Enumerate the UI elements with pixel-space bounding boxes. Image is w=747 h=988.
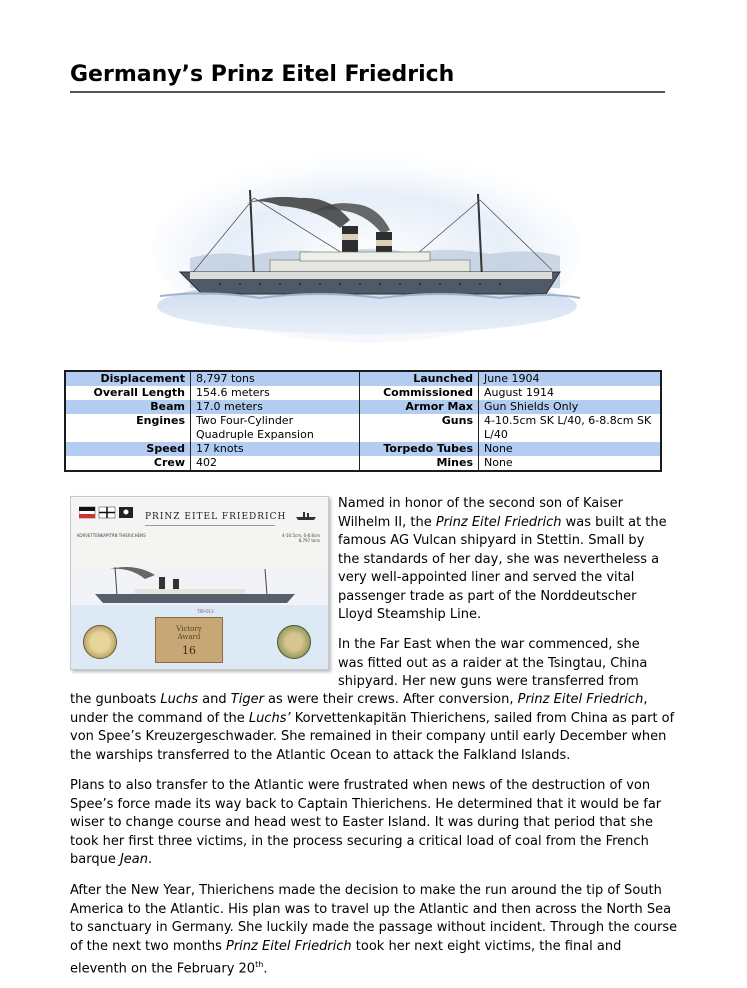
text-run: took her next eight victims, the final and eleventh on the February 20	[70, 938, 622, 977]
spec-value: 17.0 meters	[191, 400, 360, 414]
table-row	[66, 400, 660, 414]
ship-name-italic: Luchs’	[248, 710, 291, 726]
spec-value: 4-10.5cm SK L/40, 6-8.8cm SK L/40	[479, 414, 661, 442]
table-row	[66, 442, 660, 456]
text-run: In the Far East when the war commenced, she was fitted out as a raider at the Tsingtau, China shipyard. Her new guns were transferred from	[338, 637, 648, 689]
spec-label: Speed	[66, 442, 191, 456]
spec-value: None	[479, 456, 661, 470]
spec-label: Crew	[153, 456, 185, 469]
specifications-table	[64, 370, 662, 472]
card-stat-tons: 8,797 tons	[298, 538, 320, 543]
game-card-image	[70, 496, 329, 670]
spec-value: 154.6 meters	[191, 386, 360, 400]
spec-label: Armor Max	[360, 400, 479, 414]
ship-name-italic: Tiger	[230, 692, 264, 707]
flags-icon	[79, 505, 139, 527]
text-run: , under the command of the	[70, 692, 648, 726]
table-row	[66, 372, 660, 386]
card-ship-illustration	[85, 561, 315, 609]
text-run: Named in honor of the second son of Kaiser Wilhelm II, the	[338, 496, 623, 530]
ship-illustration	[150, 138, 585, 343]
ship-silhouette-icon	[294, 507, 318, 521]
text-run: Plans to also transfer to the Atlantic were frustrated when news of the destruction of von Spee’s force made its way back to Captain Thierichens. He determined that it would be far wiser to change course and head west to Easter Island. It was during that period that she took her first three victims, in the process securing a critical load of coal from the French barque	[70, 778, 662, 867]
text-run: Korvettenkapitän Thierichens, sailed from China as part of von Spee’s Kreuzergeschwader. She remained in their company until early December when the warships transferred to the Atlantic Ocean to attack the Falkland Islands.	[70, 710, 675, 763]
page-title: Germany’s Prinz Eitel Friedrich	[70, 62, 665, 93]
award-label-1: Victory	[176, 625, 202, 633]
text-run: .	[263, 961, 268, 977]
table-row	[66, 386, 660, 400]
paragraph-intro	[338, 495, 668, 625]
text-run: as were their crews. After conversion,	[263, 692, 518, 707]
card-stat-guns: 4-10.5cm, 6-8.8cm	[282, 533, 320, 538]
card-id: TRP-013	[197, 609, 214, 614]
card-ship-name: PRINZ EITEL FRIEDRICH	[145, 512, 287, 522]
ship-name-italic: Jean	[119, 852, 149, 867]
award-label-2: Award	[177, 633, 201, 641]
victory-award-plaque	[155, 617, 223, 663]
spec-label: Displacement	[66, 372, 191, 386]
ship-name-italic: Prinz Eitel Friedrich	[517, 692, 644, 707]
spec-value: 17 knots	[191, 442, 360, 456]
text-run: was built at the famous AG Vulcan shipyard in Stettin. Small by the standards of her day, she was nevertheless a very well-appointed liner and served the vital passenger trade as part of the Norddeutscher Lloyd Steamship Line.	[338, 514, 667, 622]
ship-name-italic: Prinz Eitel Friedrich	[435, 514, 562, 530]
table-row	[66, 456, 660, 470]
spec-label: Beam	[66, 400, 191, 414]
spec-value: August 1914	[479, 386, 661, 400]
paragraph-atlantic-plans	[70, 777, 680, 870]
spec-value: June 1904	[479, 372, 661, 386]
award-value: 16	[182, 644, 196, 657]
spec-label: Torpedo Tubes	[360, 442, 479, 456]
text-run: .	[148, 852, 153, 867]
ordinal-superscript: th	[255, 960, 264, 969]
card-subtitle: KORVETTENKAPITÄN THIERICHENS	[77, 533, 146, 538]
paragraph-far-east	[338, 636, 668, 692]
spec-label: Guns	[360, 414, 479, 442]
spec-label: Engines	[136, 414, 185, 427]
table-row	[66, 414, 660, 442]
text-run: After the New Year, Thierichens made the decision to make the run around the tip of South America to the Atlantic. His plan was to travel up the Atlantic and then across the North Sea to sanctuary in Germany. She luckily made the passage without incident. Through the course of the next two months	[70, 883, 678, 954]
card-stats	[282, 533, 320, 543]
spec-label: Overall Length	[93, 386, 185, 399]
anti-air-medal-icon	[83, 625, 117, 659]
spec-value: 8,797 tons	[191, 372, 360, 386]
spec-value: 402	[191, 456, 360, 470]
card-divider	[145, 525, 275, 526]
paragraph-new-year	[70, 882, 680, 979]
spec-value: Two Four-Cylinder Quadruple Expansion	[191, 414, 360, 442]
paragraph-far-east-continued	[70, 691, 680, 765]
ship-name-italic: Prinz Eitel Friedrich	[225, 938, 352, 954]
text-run: and	[198, 692, 231, 707]
spec-label: Mines	[360, 456, 479, 470]
text-run: the gunboats	[70, 692, 161, 707]
defense-medal-icon	[277, 625, 311, 659]
spec-label: Launched	[360, 372, 479, 386]
spec-label: Commissioned	[360, 386, 479, 400]
spec-value: Gun Shields Only	[479, 400, 661, 414]
spec-value: None	[479, 442, 661, 456]
ship-name-italic: Luchs	[160, 692, 199, 707]
